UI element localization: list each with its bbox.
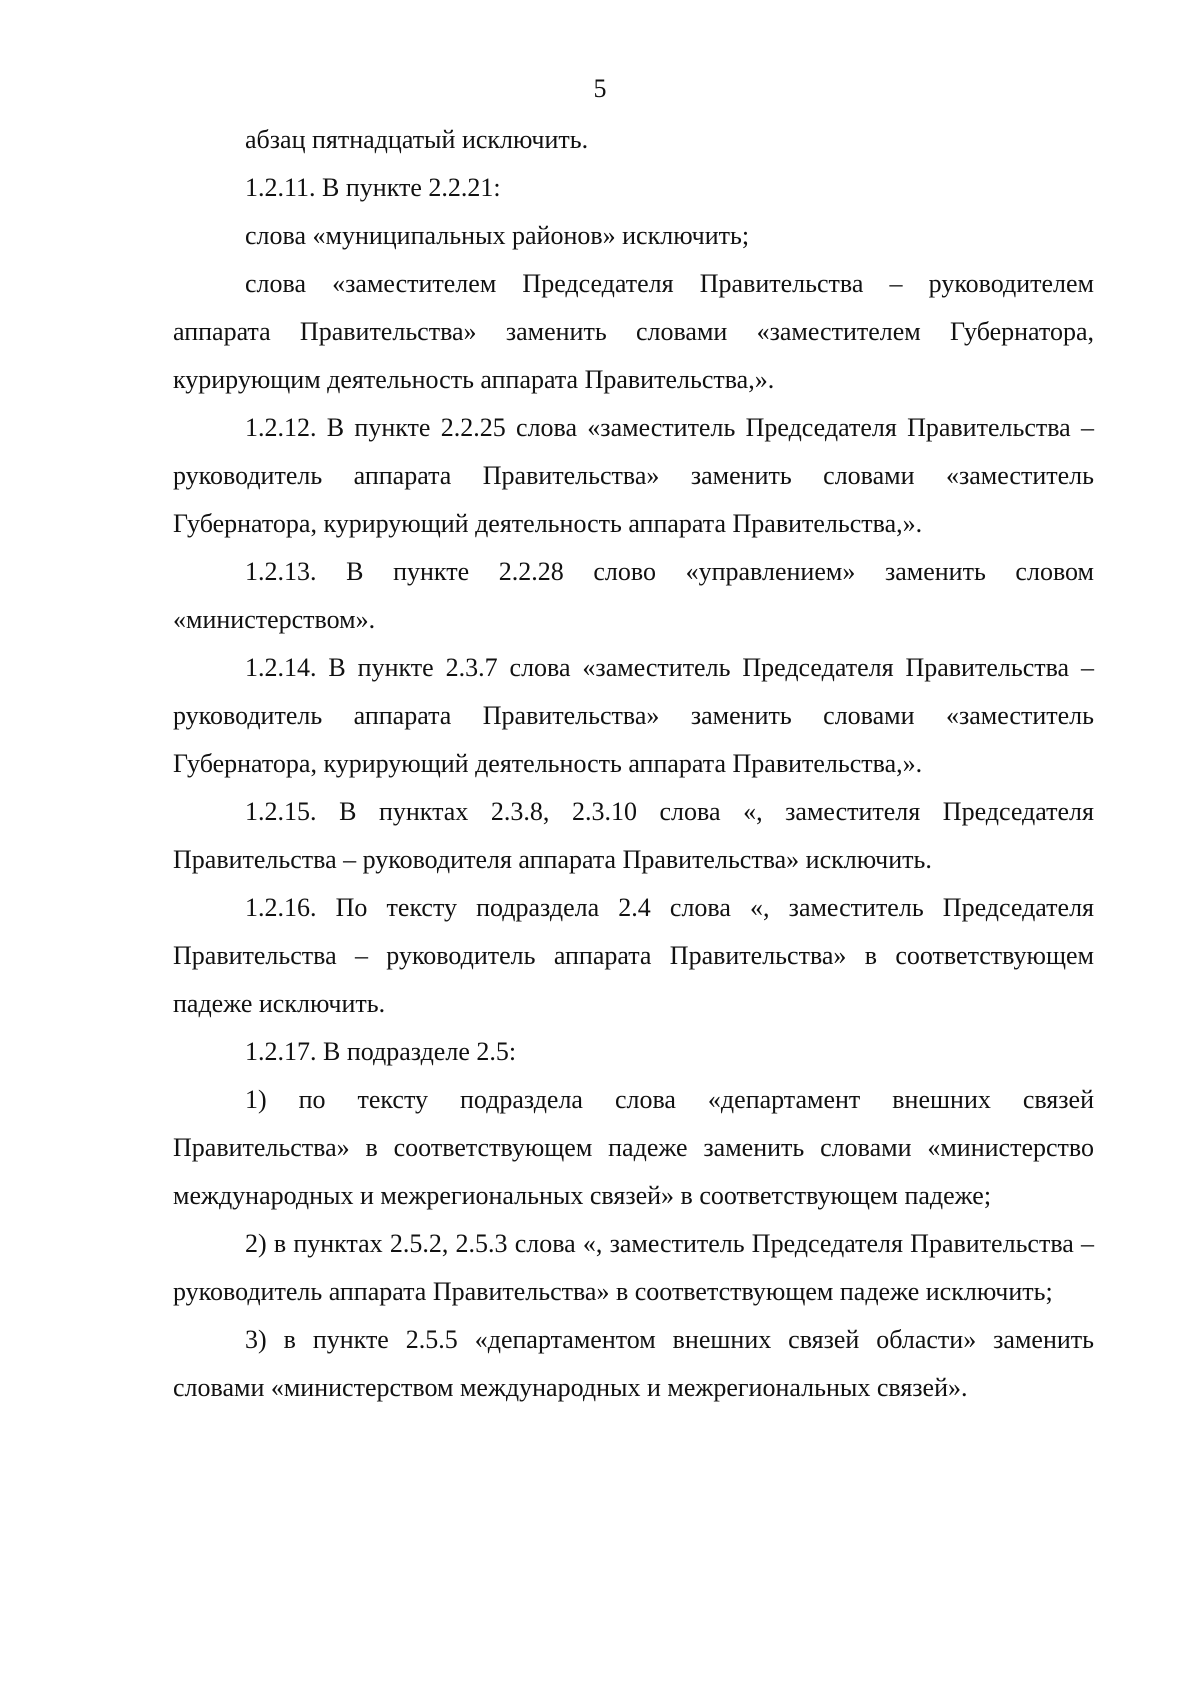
paragraph: 1.2.16. По тексту подраздела 2.4 слова «, заместитель Председателя Правительства – руководитель аппарата Правительства» в соответствующем падеже исключить. <box>173 893 1094 1018</box>
paragraph: 1) по тексту подраздела слова «департамент внешних связей Правительства» в соответствующем падеже заменить словами «министерство международных и межрегиональных связей» в соответствующем падеже; <box>173 1085 1094 1210</box>
paragraph: 1.2.11. В пункте 2.2.21: <box>245 173 501 202</box>
paragraph: 1.2.13. В пункте 2.2.28 слово «управлением» заменить словом «министерством». <box>173 557 1094 634</box>
paragraph: 1.2.14. В пункте 2.3.7 слова «заместитель Председателя Правительства – руководитель аппарата Правительства» заменить словами «заместитель Губернатора, курирующий деятельность аппарата Правительства,». <box>173 653 1094 778</box>
paragraph: 3) в пункте 2.5.5 «департаментом внешних связей области» заменить словами «министерством международных и межрегиональных связей». <box>173 1325 1094 1402</box>
paragraph: слова «заместителем Председателя Правительства – руководителем аппарата Правительства» заменить словами «заместителем Губернатора, курирующим деятельность аппарата Правительства,». <box>173 269 1094 394</box>
paragraph: абзац пятнадцатый исключить. <box>245 125 589 154</box>
paragraph: слова «муниципальных районов» исключить; <box>245 221 750 250</box>
paragraph: 2) в пунктах 2.5.2, 2.5.3 слова «, заместитель Председателя Правительства – руководитель аппарата Правительства» в соответствующем падеже исключить; <box>173 1229 1094 1306</box>
page-number: 5 <box>593 74 607 103</box>
paragraph: 1.2.17. В подразделе 2.5: <box>245 1037 517 1066</box>
document-body <box>173 116 1094 1412</box>
paragraph: 1.2.12. В пункте 2.2.25 слова «заместитель Председателя Правительства – руководитель аппарата Правительства» заменить словами «заместитель Губернатора, курирующий деятельность аппарата Правительства,». <box>173 413 1094 538</box>
paragraph: 1.2.15. В пунктах 2.3.8, 2.3.10 слова «, заместителя Председателя Правительства – руководителя аппарата Правительства» исключить. <box>173 797 1094 874</box>
